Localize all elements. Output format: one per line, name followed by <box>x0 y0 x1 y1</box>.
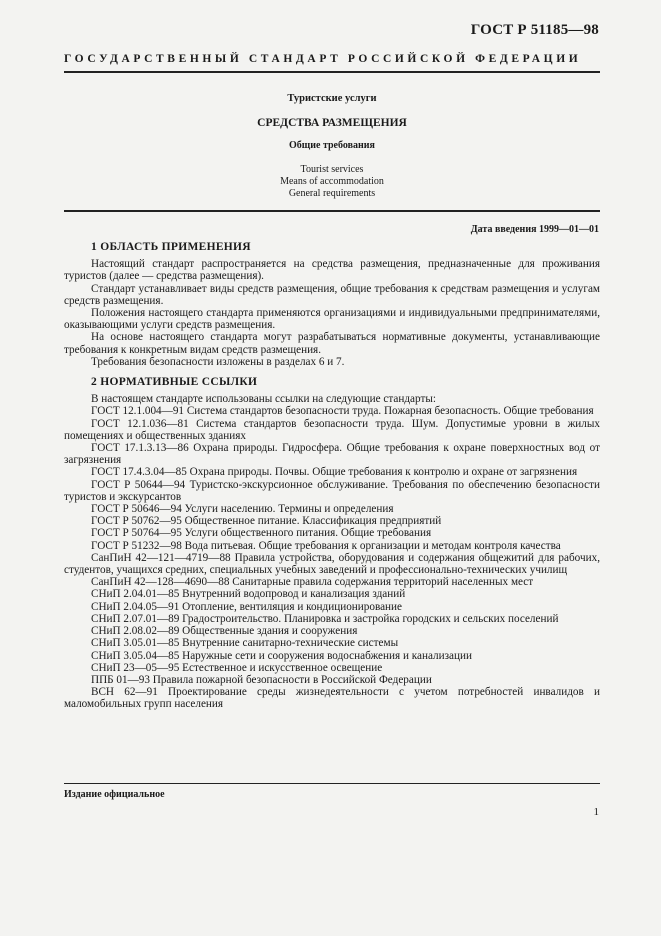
reference-item: ГОСТ Р 50646—94 Услуги населению. Термины и определения <box>91 503 394 516</box>
paragraph: Положения настоящего стандарта применяются организациями и индивидуальными предпринимателями, оказывающими услуги средств размещения. <box>64 307 600 332</box>
reference-item: ППБ 01—93 Правила пожарной безопасности в Российской Федерации <box>91 673 432 686</box>
reference-item: ГОСТ Р 50762—95 Общественное питание. Классификация предприятий <box>91 515 442 528</box>
section-heading: 1 ОБЛАСТЬ ПРИМЕНЕНИЯ <box>91 241 251 253</box>
official-edition-label: Издание официальное <box>64 789 165 800</box>
subtitle: Общие требования <box>289 140 375 151</box>
reference-item: ГОСТ 17.4.3.04—85 Охрана природы. Почвы. Общие требования к контролю и охране от загрязнения <box>91 466 578 479</box>
paragraph: В настоящем стандарте использованы ссылки на следующие стандарты: <box>91 393 436 406</box>
english-title-line: Means of accommodation <box>280 176 384 187</box>
standard-number: ГОСТ Р 51185—98 <box>470 22 599 38</box>
reference-item: СанПиН 42—128—4690—88 Санитарные правила содержания территорий населенных мест <box>91 576 534 589</box>
reference-item: ГОСТ 12.1.036—81 Система стандартов безопасности труда. Шум. Допустимые уровни в жилых помещениях и общественных зданиях <box>64 417 600 442</box>
header-divider <box>64 71 600 73</box>
reference-item: СНиП 2.07.01—89 Градостроительство. Планировка и застройка городских и сельских поселений <box>91 612 559 625</box>
document-body <box>64 239 600 711</box>
reference-item: СНиП 3.05.04—85 Наружные сети и сооружения водоснабжения и канализации <box>91 649 472 662</box>
english-title-line: General requirements <box>288 188 376 199</box>
reference-item: СНиП 3.05.01—85 Внутренние санитарно-технические системы <box>91 637 399 650</box>
reference-item: ГОСТ Р 50764—95 Услуги общественного питания. Общие требования <box>91 527 432 540</box>
paragraph: На основе настоящего стандарта могут разрабатываться нормативные документы, устанавливающие требования к конкретным видам средств размещения. <box>64 331 600 356</box>
introduction-date: Дата введения 1999—01—01 <box>470 224 599 235</box>
paragraph: Стандарт устанавливает виды средств размещения, общие требования к средствам размещения и услугам средств размещения. <box>64 282 600 307</box>
english-title-line: Tourist services <box>300 164 364 175</box>
reference-item: ГОСТ Р 51232—98 Вода питьевая. Общие требования к организации и методам контроля качества <box>91 539 561 552</box>
title-divider <box>64 210 600 212</box>
reference-item: ГОСТ 12.1.004—91 Система стандартов безопасности труда. Пожарная безопасность. Общие требования <box>91 405 594 418</box>
reference-item: СанПиН 42—121—4719—88 Правила устройства, оборудования и содержания общежитий для рабочих, студентов, учащихся средних, специальных учебных заведений и профессионально-технических училищ <box>64 551 600 577</box>
state-standard-title: ГОСУДАРСТВЕННЫЙ СТАНДАРТ РОССИЙСКОЙ ФЕДЕРАЦИИ <box>64 53 582 65</box>
main-title: СРЕДСТВА РАЗМЕЩЕНИЯ <box>257 117 407 129</box>
reference-item: СНиП 2.04.05—91 Отопление, вентиляция и кондиционирование <box>91 600 402 613</box>
paragraph: Требования безопасности изложены в разделах 6 и 7. <box>91 355 345 368</box>
reference-item: ГОСТ Р 50644—94 Туристско-экскурсионное обслуживание. Требования по обеспечению безопасности туристов и экскурсантов <box>64 478 600 503</box>
category-title: Туристские услуги <box>287 93 377 104</box>
reference-item: ГОСТ 17.1.3.13—86 Охрана природы. Гидросфера. Общие требования к охране поверхностных вод от загрязнения <box>64 442 600 467</box>
paragraph: Настоящий стандарт распространяется на средства размещения, предназначенные для проживания туристов (далее — средства размещения). <box>64 258 600 283</box>
reference-item: СНиП 23—05—95 Естественное и искусственное освещение <box>91 661 383 674</box>
footer-divider <box>64 783 600 784</box>
page-number: 1 <box>593 806 599 818</box>
reference-item: ВСН 62—91 Проектирование среды жизнедеятельности с учетом потребностей инвалидов и маломобильных групп населения <box>64 686 600 711</box>
section-heading: 2 НОРМАТИВНЫЕ ССЫЛКИ <box>91 376 258 389</box>
reference-item: СНиП 2.08.02—89 Общественные здания и сооружения <box>91 625 358 638</box>
reference-item: СНиП 2.04.01—85 Внутренний водопровод и канализация зданий <box>91 588 406 601</box>
